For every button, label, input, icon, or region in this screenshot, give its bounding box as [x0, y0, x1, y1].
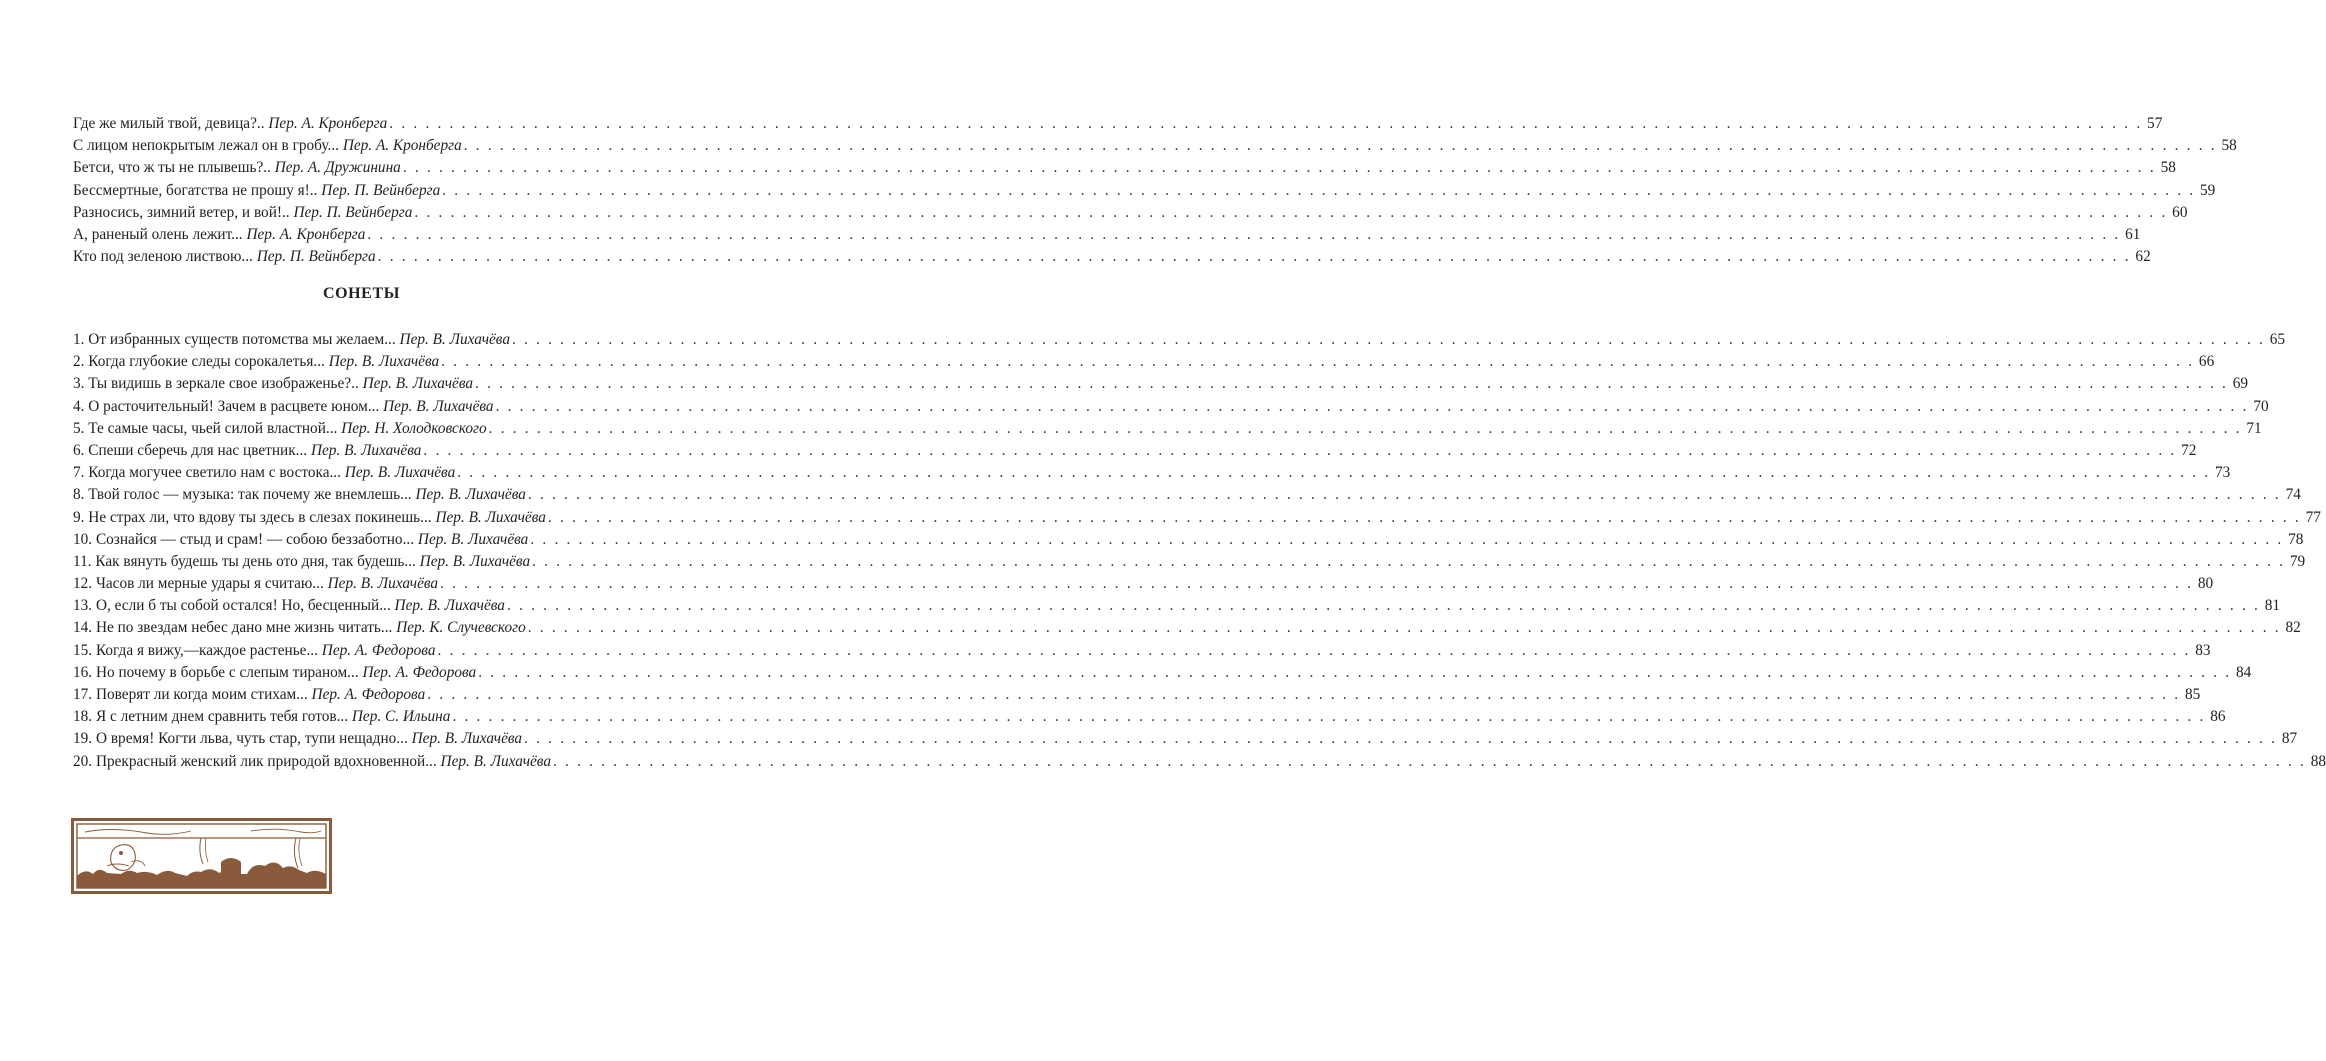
toc-entry-translator: Пер. П. Вейнберга: [256, 248, 376, 266]
toc-entry-title: А, раненый олень лежит...: [73, 225, 243, 243]
section-heading: СОНЕТЫ: [322, 285, 401, 302]
toc-entry[interactable]: [73, 484, 2301, 506]
toc-entry-page: 65: [2269, 331, 2286, 348]
toc-entry-page: 80: [2197, 575, 2214, 593]
dot-leader: [441, 351, 2194, 373]
dot-leader: [414, 202, 2167, 224]
toc-entry-title: 12. Часов ли мерные удары я считаю...: [73, 575, 324, 593]
toc-entry-page: 60: [2172, 203, 2188, 221]
vignette-art: [73, 820, 331, 893]
toc-entry-translator: Пер. Н. Холодковского: [341, 419, 487, 437]
toc-entry-page: 79: [2289, 552, 2306, 570]
toc-entry-title: 16. Но почему в борьбе с слепым тираном...: [73, 663, 359, 681]
decorative-vignette: [71, 818, 332, 894]
toc-entry-translator: Пер. В. Лихачёва: [344, 464, 456, 482]
toc-entry-page: 61: [2125, 225, 2141, 243]
toc-entry-title: 19. О время! Когти льва, чуть стар, тупи нещадно...: [73, 730, 408, 748]
toc-entry[interactable]: [73, 662, 2252, 684]
dot-leader: [452, 706, 2205, 728]
toc-entry[interactable]: [73, 640, 2211, 662]
toc-entry-page: 62: [2135, 248, 2151, 266]
toc-entry-translator: Пер. В. Лихачёва: [394, 597, 505, 615]
toc-entry-page: 83: [2195, 641, 2211, 659]
toc-entry-page: 58: [2160, 159, 2176, 177]
toc-entry-page: 59: [2199, 181, 2216, 199]
dot-leader: [548, 507, 2301, 529]
toc-entry-title: 7. Когда могучее светило нам с востока...: [73, 464, 341, 482]
toc-entry-title: 3. Ты видишь в зеркале свое изображенье?..: [73, 375, 359, 393]
toc-entry[interactable]: [73, 113, 2163, 135]
toc-entry-translator: Пер. В. Лихачёва: [327, 575, 439, 593]
toc-entry-title: 2. Когда глубокие следы сорокалетья...: [73, 353, 325, 371]
toc-entry-translator: Пер. В. Лихачёва: [383, 397, 494, 415]
toc-entry[interactable]: [73, 246, 2151, 268]
toc-entry-translator: Пер. С. Ильина: [351, 708, 451, 726]
toc-entry-page: 88: [2310, 752, 2326, 770]
toc-entry-translator: Пер. В. Лихачёва: [328, 353, 440, 371]
toc-entry-title: 8. Твой голос — музыка: так почему же внемлешь...: [73, 486, 412, 504]
toc-entry-title: 10. Сознайся — стыд и срам! — собою беззаботно...: [73, 530, 415, 548]
toc-entry-title: 9. Не страх ли, что вдову ты здесь в слезах покинешь...: [73, 508, 432, 526]
toc-entry-title: Где же милый твой, девица?..: [73, 115, 265, 132]
dot-leader: [367, 224, 2120, 246]
toc-entry-translator: Пер. В. Лихачёва: [440, 752, 551, 770]
toc-entry-title: С лицом непокрытым лежал он в гробу...: [73, 137, 339, 155]
dot-leader: [440, 573, 2193, 595]
toc-entry-page: 70: [2253, 397, 2269, 415]
dot-leader: [378, 246, 2131, 268]
toc-entry[interactable]: [73, 617, 2301, 639]
toc-entry[interactable]: [73, 135, 2237, 157]
toc-entry-translator: Пер. А. Дружинина: [274, 159, 401, 177]
dot-leader: [524, 728, 2277, 750]
toc-entry-title: Разносись, зимний ветер, и вой!..: [73, 203, 290, 221]
toc-entry[interactable]: [73, 396, 2269, 418]
toc-entry-translator: Пер. А. Федорова: [362, 663, 477, 681]
toc-list-sonnets: [73, 329, 2326, 773]
dot-leader: [475, 373, 2228, 395]
dot-leader: [478, 662, 2231, 684]
toc-entry[interactable]: [73, 595, 2281, 617]
toc-entry[interactable]: [73, 351, 2215, 373]
dot-leader: [532, 551, 2285, 573]
toc-entry-page: 87: [2281, 730, 2298, 748]
toc-entry-page: 77: [2305, 508, 2321, 526]
toc-entry-title: 11. Как вянуть будешь ты день ото дня, так будешь...: [73, 552, 416, 570]
toc-entry[interactable]: [73, 373, 2249, 395]
toc-entry-title: 4. О расточительный! Зачем в расцвете юном...: [73, 397, 380, 415]
dot-leader: [427, 684, 2180, 706]
toc-entry-page: 74: [2285, 486, 2301, 504]
dot-leader: [464, 135, 2217, 157]
toc-entry[interactable]: [73, 529, 2304, 551]
toc-entry-translator: Пер. В. Лихачёва: [415, 486, 526, 504]
toc-entry-translator: Пер. К. Случевского: [396, 619, 526, 637]
dot-leader: [528, 484, 2281, 506]
toc-entry-title: 17. Поверят ли когда моим стихам...: [73, 686, 308, 703]
dot-leader: [437, 640, 2190, 662]
toc-entry[interactable]: [73, 751, 2326, 773]
toc-entry[interactable]: [73, 157, 2176, 179]
toc-entry-page: 58: [2221, 137, 2237, 155]
toc-entry[interactable]: [73, 507, 2321, 529]
toc-entry[interactable]: [73, 418, 2262, 440]
toc-entry-title: 18. Я с летним днем сравнить тебя готов...: [73, 708, 349, 726]
toc-entry-title: Кто под зеленою листвою...: [73, 248, 253, 266]
toc-entry-page: 78: [2288, 530, 2304, 548]
toc-entry-title: 15. Когда я вижу,—каждое растенье...: [73, 641, 318, 659]
dot-leader: [553, 751, 2306, 773]
toc-entry[interactable]: [73, 706, 2226, 728]
toc-entry-page: 84: [2235, 663, 2252, 681]
toc-entry-title: 13. О, если б ты собой остался! Но, бесценный...: [73, 597, 391, 615]
toc-entry-title: 20. Прекрасный женский лик природой вдохновенной...: [73, 752, 437, 770]
toc-entry-page: 69: [2232, 375, 2249, 393]
toc-entry-title: Бессмертные, богатства не прошу я!..: [73, 181, 318, 199]
dot-leader: [507, 595, 2260, 617]
toc-entry-page: 82: [2285, 619, 2301, 637]
dot-leader: [442, 180, 2195, 202]
toc-entry-page: 86: [2210, 708, 2226, 726]
dot-leader: [512, 329, 2265, 351]
toc-entry[interactable]: [73, 224, 2141, 246]
dot-leader: [423, 440, 2176, 462]
toc-entry-translator: Пер. В. Лихачёва: [417, 530, 529, 548]
toc-entry-translator: Пер. А. Кронберга: [342, 137, 462, 155]
toc-entry-page: 85: [2184, 686, 2201, 703]
toc-entry-title: 14. Не по звездам небес дано мне жизнь читать...: [73, 619, 393, 637]
toc-entry-translator: Пер. А. Федорова: [321, 641, 436, 659]
toc-entry[interactable]: [73, 551, 2306, 573]
toc-entry-page: 72: [2181, 441, 2197, 459]
toc-entry-translator: Пер. П. Вейнберга: [293, 203, 413, 221]
toc-entry-page: 57: [2147, 115, 2163, 132]
toc-entry-page: 81: [2264, 597, 2281, 615]
toc-entry-title: 1. От избранных существ потомства мы желаем...: [73, 331, 396, 348]
toc-entry-page: 66: [2198, 353, 2215, 371]
toc-entry-translator: Пер. В. Лихачёва: [399, 331, 510, 348]
toc-entry-translator: Пер. П. Вейнберга: [321, 181, 441, 199]
dot-leader: [496, 396, 2249, 418]
toc-entry[interactable]: [73, 573, 2214, 595]
toc-entry-translator: Пер. В. Лихачёва: [419, 552, 531, 570]
toc-entry-translator: Пер. В. Лихачёва: [310, 441, 422, 459]
dot-leader: [530, 529, 2283, 551]
toc-list-poems: [73, 113, 2237, 268]
toc-entry[interactable]: [73, 440, 2197, 462]
toc-entry[interactable]: [73, 684, 2201, 706]
toc-entry[interactable]: [73, 462, 2231, 484]
toc-entry-title: Бетси, что ж ты не плывешь?..: [73, 159, 271, 177]
dot-leader: [457, 462, 2210, 484]
toc-entry-translator: Пер. А. Кронберга: [246, 225, 366, 243]
dot-leader: [403, 157, 2156, 179]
dot-leader: [389, 113, 2142, 135]
toc-entry[interactable]: [73, 202, 2188, 224]
toc-entry-page: 73: [2215, 464, 2231, 482]
toc-entry-page: 71: [2246, 419, 2262, 437]
toc-entry-title: 5. Те самые часы, чьей силой властной...: [73, 419, 338, 437]
toc-entry-translator: Пер. В. Лихачёва: [362, 375, 474, 393]
dot-leader: [489, 418, 2242, 440]
toc-entry-translator: Пер. А. Кронберга: [268, 115, 388, 132]
toc-entry[interactable]: [73, 329, 2286, 351]
toc-entry-title: 6. Спеши сберечь для нас цветник...: [73, 441, 308, 459]
toc-entry[interactable]: [73, 728, 2298, 750]
dot-leader: [528, 617, 2281, 639]
toc-entry[interactable]: [73, 180, 2216, 202]
toc-entry-translator: Пер. А. Федорова: [311, 686, 426, 703]
toc-entry-translator: Пер. В. Лихачёва: [435, 508, 546, 526]
toc-entry-translator: Пер. В. Лихачёва: [411, 730, 523, 748]
